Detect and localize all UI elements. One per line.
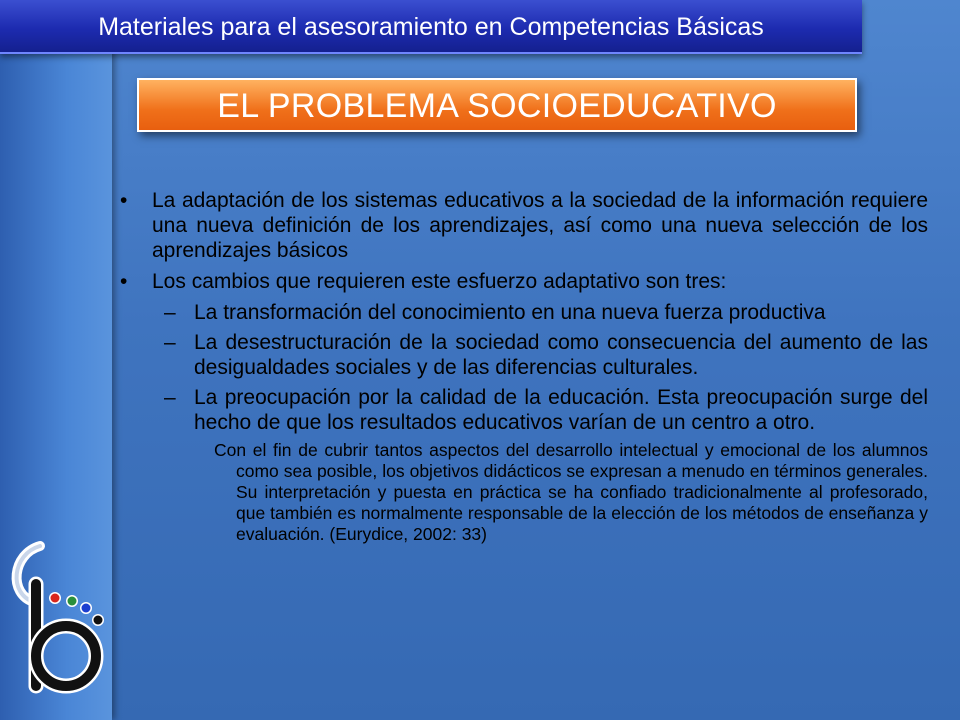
sub-bullet-text: La preocupación por la calidad de la educación. Esta preocupación surge del hecho de que los resultados educativos varían de un centro a otro.: [194, 386, 928, 434]
slide-content: [116, 188, 928, 545]
sub-bullet-item: [116, 330, 928, 380]
bullet-text: La adaptación de los sistemas educativos a la sociedad de la información requiere una nueva definición de los aprendizajes, así como una nueva selección de los aprendizajes básicos: [152, 189, 928, 262]
bullet-item: [116, 188, 928, 263]
header-banner: [0, 0, 862, 54]
dash-marker: –: [164, 301, 176, 324]
sub-bullet-text: La transformación del conocimiento en una nueva fuerza productiva: [194, 301, 826, 324]
sub-bullet-text: La desestructuración de la sociedad como consecuencia del aumento de las desigualdades sociales y de las diferencias culturales.: [194, 331, 928, 379]
dash-marker: –: [164, 386, 176, 409]
bullet-marker: •: [120, 270, 128, 293]
sub-bullet-item: [116, 385, 928, 435]
bullet-marker: •: [120, 189, 128, 212]
sub-bullet-item: [116, 300, 928, 325]
slide-title: EL PROBLEMA SOCIOEDUCATIVO: [137, 78, 857, 132]
bullet-text: Los cambios que requieren este esfuerzo adaptativo son tres:: [152, 270, 727, 293]
cb-logo-icon: [0, 536, 120, 706]
dash-marker: –: [164, 331, 176, 354]
header-title: Materiales para el asesoramiento en Competencias Básicas: [98, 13, 764, 41]
quote-note: Con el fin de cubrir tantos aspectos del desarrollo intelectual y emocional de los alumnos como sea posible, los objetivos didácticos se expresan a menudo en términos generales. Su interpretación y puesta en práctica se ha confiado tradicionalmente al profesorado, que también es normalmente responsable de la elección de los métodos de enseñanza y evaluación. (Eurydice, 2002: 33): [214, 440, 928, 544]
bullet-item: [116, 269, 928, 294]
